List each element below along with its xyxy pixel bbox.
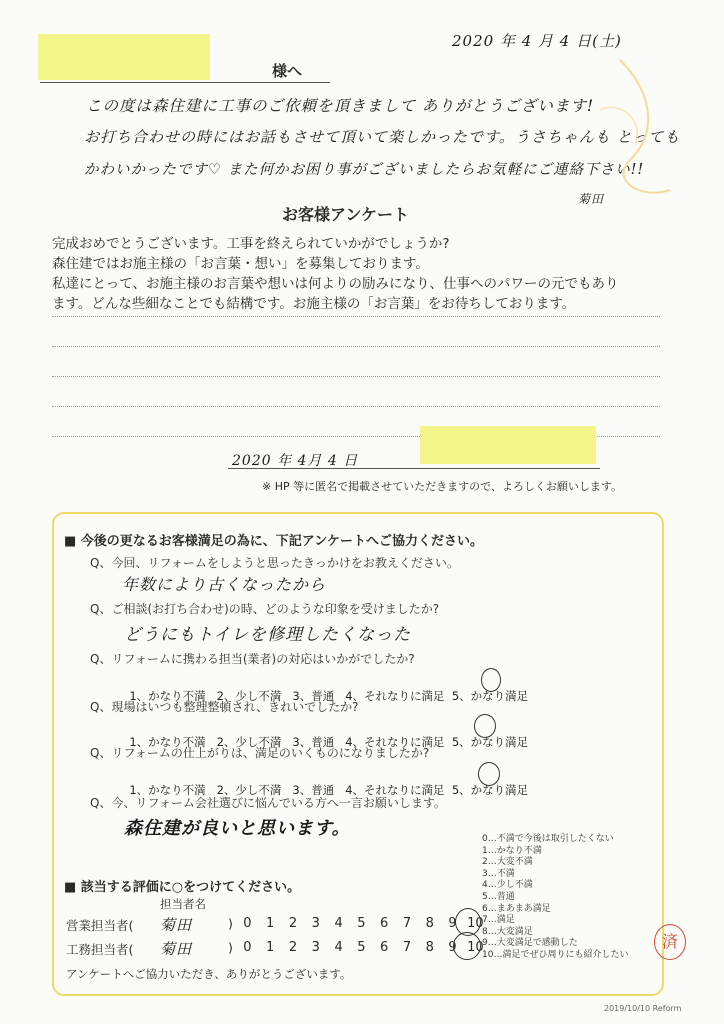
option-1: 1、かなり不満 xyxy=(129,735,206,749)
score-2: 2 xyxy=(288,916,298,931)
selected-option-circle-4 xyxy=(474,714,496,738)
score-10: 10 xyxy=(467,940,484,955)
comment-line-1 xyxy=(52,316,660,317)
question-6: Q、今、リフォーム会社選びに悩んでいる方へ一言お願いします。 xyxy=(90,796,446,810)
score-5: 5 xyxy=(357,940,366,955)
survey-heading: ■ 今後の更なるお客様満足の為に、下記アンケートへご協力ください。 xyxy=(64,534,484,549)
question-5: Q、リフォームの仕上がりは、満足のいくものになりましたか? xyxy=(90,746,430,760)
completed-stamp: 済 xyxy=(654,924,686,960)
option-4: 4、それなりに満足 xyxy=(345,783,445,797)
selected-option-circle-3 xyxy=(481,668,501,692)
legend-item: 0…不満で今後は取引したくない xyxy=(482,834,614,844)
evaluation-heading: ■ 該当する評価に○をつけてください。 xyxy=(64,880,301,895)
sales-staff-role: 営業担当者( xyxy=(66,918,134,933)
score-9: 9 xyxy=(448,940,457,955)
score-7: 7 xyxy=(402,916,412,931)
score-1: 1 xyxy=(266,940,275,955)
option-3: 3、普通 xyxy=(292,689,335,703)
option-3: 3、普通 xyxy=(292,783,335,797)
construction-selected-circle xyxy=(453,932,481,960)
form-footer: 2019/10/10 Reform xyxy=(604,1004,682,1013)
score-9: 9 xyxy=(448,916,457,931)
intro-line-2: 森住建ではお施主様の「お言葉・想い」を募集しております。 xyxy=(52,256,429,272)
legend-item: 7…満足 xyxy=(482,915,515,926)
answer-2: どうにもトイレを修理したくなった xyxy=(124,625,412,645)
letter-line-2: お打ち合わせの時にはお話もさせて頂いて楽しかったです。うさちゃんも とっても xyxy=(84,128,681,146)
letter-salutation: 様へ xyxy=(272,62,303,80)
privacy-note: ※ HP 等に匿名で掲載させていただきますので、よろしくお願いします。 xyxy=(262,480,623,493)
legend-item: 4…少し不満 xyxy=(482,880,533,891)
construction-paren-close: ) xyxy=(228,940,233,955)
score-0: 0 xyxy=(243,940,252,955)
option-1: 1、かなり不満 xyxy=(129,689,206,703)
staff-name-label: 担当者名 xyxy=(160,897,206,911)
legend-item: 5…普通 xyxy=(482,891,515,902)
legend-item: 3…不満 xyxy=(482,868,515,879)
legend-item: 1…かなり不満 xyxy=(482,845,542,856)
score-4: 4 xyxy=(334,916,343,931)
selected-option-circle-5 xyxy=(478,762,500,786)
question-1: Q、今回、リフォームをしようと思ったきっかけをお教えください。 xyxy=(90,556,459,570)
option-5: 5、かなり満足 xyxy=(451,689,529,703)
legend-item: 6…まあまあ満足 xyxy=(482,903,551,914)
redacted-customer-name xyxy=(38,34,210,80)
question-3: Q、リフォームに携わる担当(業者)の対応はいかがでしたか? xyxy=(90,652,415,666)
score-2: 2 xyxy=(288,940,298,955)
comment-line-2 xyxy=(52,346,660,347)
score-10: 10 xyxy=(467,916,484,931)
score-1: 1 xyxy=(266,916,275,931)
score-3: 3 xyxy=(311,940,320,955)
intro-line-4: ます。どんな些細なことでも結構です。お施主様の「お言葉」をお待ちしております。 xyxy=(52,296,576,312)
intro-line-3: 私達にとって、お施主様のお言葉や想いは何よりの励みになり、仕事へのパワーの元でもあり xyxy=(52,276,619,292)
thanks-message: アンケートへご協力いただき、ありがとうございます。 xyxy=(66,967,352,981)
construction-staff-name: 菊田 xyxy=(160,940,193,958)
salutation-underline xyxy=(40,82,330,83)
option-1: 1、かなり不満 xyxy=(129,783,206,797)
score-7: 7 xyxy=(402,940,412,955)
option-4: 4、それなりに満足 xyxy=(345,735,445,749)
score-8: 8 xyxy=(425,940,434,955)
option-3: 3、普通 xyxy=(292,735,335,749)
survey-title: お客様アンケート xyxy=(282,205,410,224)
score-8: 8 xyxy=(425,916,434,931)
option-2: 2、少し不満 xyxy=(216,689,282,703)
score-3: 3 xyxy=(311,916,320,931)
option-4: 4、それなりに満足 xyxy=(345,689,445,703)
legend-item: 10…満足でぜひ周りにも紹介したい xyxy=(482,949,629,960)
score-legend xyxy=(482,834,628,962)
sales-paren-close: ) xyxy=(228,916,233,931)
redacted-respondent-name xyxy=(420,426,596,464)
question-4: Q、現場はいつも整理整頓され、きれいでしたか? xyxy=(90,700,359,714)
score-5: 5 xyxy=(357,916,366,931)
letter-line-1: この度は森住建に工事のご依頼を頂きまして ありがとうございます! xyxy=(86,97,595,115)
option-2: 2、少し不満 xyxy=(216,783,282,797)
option-5: 5、かなり満足 xyxy=(451,783,529,797)
construction-score-scale xyxy=(236,940,487,955)
score-6: 6 xyxy=(380,916,389,931)
sales-score-scale xyxy=(236,916,487,931)
question-2: Q、ご相談(お打ち合わせ)の時、どのような印象を受けましたか? xyxy=(90,602,440,616)
option-2: 2、少し不満 xyxy=(216,735,282,749)
comment-line-4 xyxy=(52,406,660,407)
score-4: 4 xyxy=(334,940,343,955)
answer-6: 森住建が良いと思います。 xyxy=(124,818,351,839)
score-0: 0 xyxy=(243,916,252,931)
legend-item: 2…大変不満 xyxy=(482,857,533,868)
letter-signature: 菊田 xyxy=(578,192,605,206)
answer-date-underline xyxy=(228,468,600,469)
answer-date: 2020 年 4月 4 日 xyxy=(232,453,359,469)
sales-staff-name: 菊田 xyxy=(160,916,193,934)
decorative-flourish xyxy=(560,50,680,210)
letter-line-3: かわいかったです♡ また何かお困り事がございましたらお気軽にご連絡下さい!! xyxy=(84,162,645,178)
construction-staff-role: 工務担当者( xyxy=(66,942,134,957)
legend-item: 8…大変満足 xyxy=(482,926,533,937)
intro-line-1: 完成おめでとうございます。工事を終えられていかがでしょうか? xyxy=(52,236,450,252)
score-6: 6 xyxy=(380,940,389,955)
legend-item: 9…大変満足で感動した xyxy=(482,938,578,949)
answer-1: 年数により古くなったから xyxy=(122,575,327,594)
option-5: 5、かなり満足 xyxy=(451,735,529,749)
comment-line-3 xyxy=(52,376,660,377)
letter-date: 2020 年 4 月 4 日(土) xyxy=(452,32,622,50)
